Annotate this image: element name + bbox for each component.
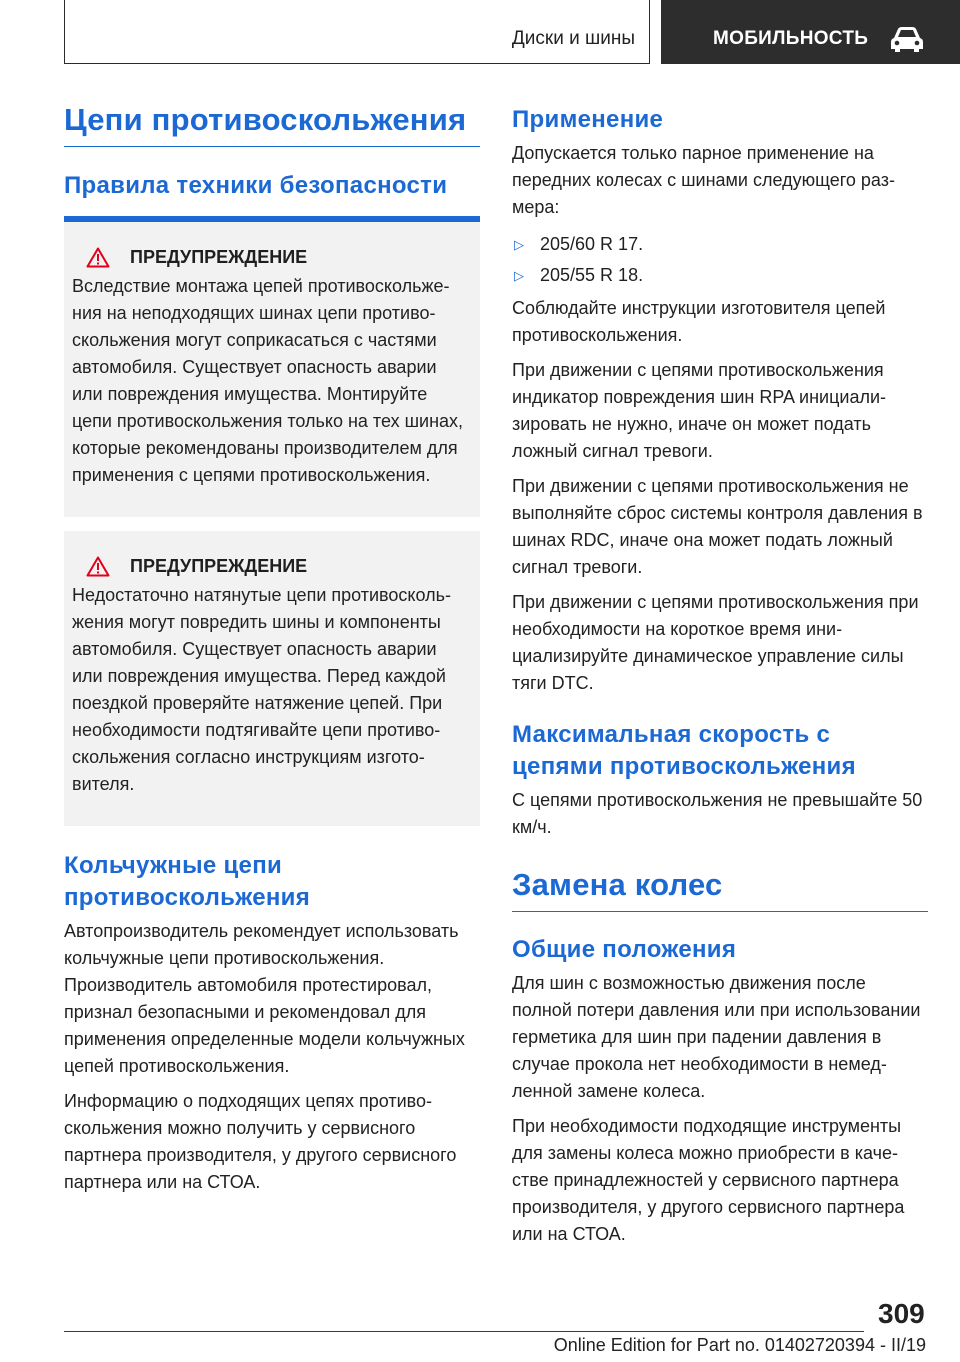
header-chapter-box [661, 0, 960, 64]
paragraph-ring-2: Информацию о подходящих цепях противоскольжения можно получить у сервисного партнера производителя, у другого сервисного партнера или на СТОА. [64, 1091, 457, 1192]
warning-triangle-icon [86, 247, 110, 268]
triangle-bullet-icon: ▷ [514, 268, 524, 283]
paragraph-general-2: При необходимости подходящие инструменты для замены колеса можно приобрести в качестве принадлежностей у сервисного партнера производителя, у другого сервисного партнера или на СТОА. [512, 1116, 905, 1244]
footer-divider [64, 1331, 864, 1332]
header-section-box [64, 0, 650, 64]
paragraph-usage-4: При движении с цепями противоскольжения не выполняйте сброс системы контроля давления в шинах RDC, иначе она может подать ложный сигнал тревоги. [512, 476, 923, 577]
triangle-bullet-icon: ▷ [514, 237, 524, 252]
right-column [512, 100, 928, 1248]
list-item-size [512, 231, 928, 258]
paragraph-usage-1: Допускается только парное применение на передних колесах с шинами следующего размера: [512, 143, 895, 217]
paragraph-usage-3: При движении с цепями противоскольжения индикатор повреждения шин RPA инициализировать не нужно, иначе он может подать ложный сигнал тревоги. [512, 360, 887, 461]
warning-triangle-icon [86, 556, 110, 577]
warning-label-1: ПРЕДУПРЕЖДЕНИЕ [130, 247, 308, 267]
warning-text-1: Вследствие монтажа цепей противоскольжения на неподходящих шинах цепи противоскольжения могут соприкасаться с частями автомобиля. Существует опасность аварии или повреждения имущества. Монтируйте цепи противоскольжения только на тех шинах, которые рекомендованы производителем для применения с цепями противоскольжения. [72, 276, 464, 485]
paragraph-max-speed: С цепями противоскольжения не превышайте 50 км/ч. [512, 790, 923, 837]
warning-box-1 [64, 222, 480, 517]
warning-title-2 [72, 553, 472, 580]
section-title-chains: Цепи противоскольжения [64, 100, 480, 147]
list-item-size [512, 262, 928, 289]
header-chapter-title: МОБИЛЬНОСТЬ [713, 28, 869, 49]
warning-box-2 [64, 531, 480, 826]
warning-label-2: ПРЕДУПРЕЖДЕНИЕ [130, 556, 308, 576]
heading-usage: Применение [512, 106, 664, 133]
section-title-wheel-change: Замена колес [512, 865, 928, 912]
warning-text-2: Недостаточно натянутые цепи противоскольжения могут повредить шины и компоненты автомобиля. Существует опасность аварии или повреждения имущества. Перед каждой поездкой проверяйте натяжение цепей. При необходимости подтягивайте цепи противоскольжения согласно инструкциям изготовителя. [72, 585, 451, 794]
left-column [64, 100, 480, 1196]
paragraph-ring-1: Автопроизводитель рекомендует использовать кольчужные цепи противоскольжения. Производитель автомобиля протестировал, признал безопасными и рекомендовал для применения определенные модели кольчужных цепей противоскольжения. [64, 921, 465, 1076]
header-section-title: Диски и шины [511, 28, 635, 49]
warning-title-1 [72, 244, 472, 271]
paragraph-general-1: Для шин с возможностью движения после полной потери давления или при использовании герметика для шин при падении давления в случае прокола нет необходимости в немедленной замене колеса. [512, 973, 921, 1101]
list-item-text: 205/55 R 18. [540, 265, 644, 285]
paragraph-usage-5: При движении с цепями противоскольжения при необходимости на короткое время инициализируйте динамическое управление силы тяги DTC. [512, 592, 919, 693]
heading-max-speed: Максимальная скорость с цепями противоскольжения [512, 721, 856, 780]
footer-edition: Online Edition for Part no. 01402720394 - II/19 [553, 1335, 926, 1355]
car-icon [888, 24, 926, 54]
list-item-text: 205/60 R 17. [540, 234, 644, 254]
heading-ring-chains: Кольчужные цепи противоскольжения [64, 852, 311, 911]
heading-safety: Правила техники безопасности [64, 172, 448, 199]
heading-general: Общие положения [512, 936, 737, 963]
page-number: 309 [878, 1298, 925, 1329]
paragraph-usage-2: Соблюдайте инструкции изготовителя цепей противоскольжения. [512, 298, 886, 345]
